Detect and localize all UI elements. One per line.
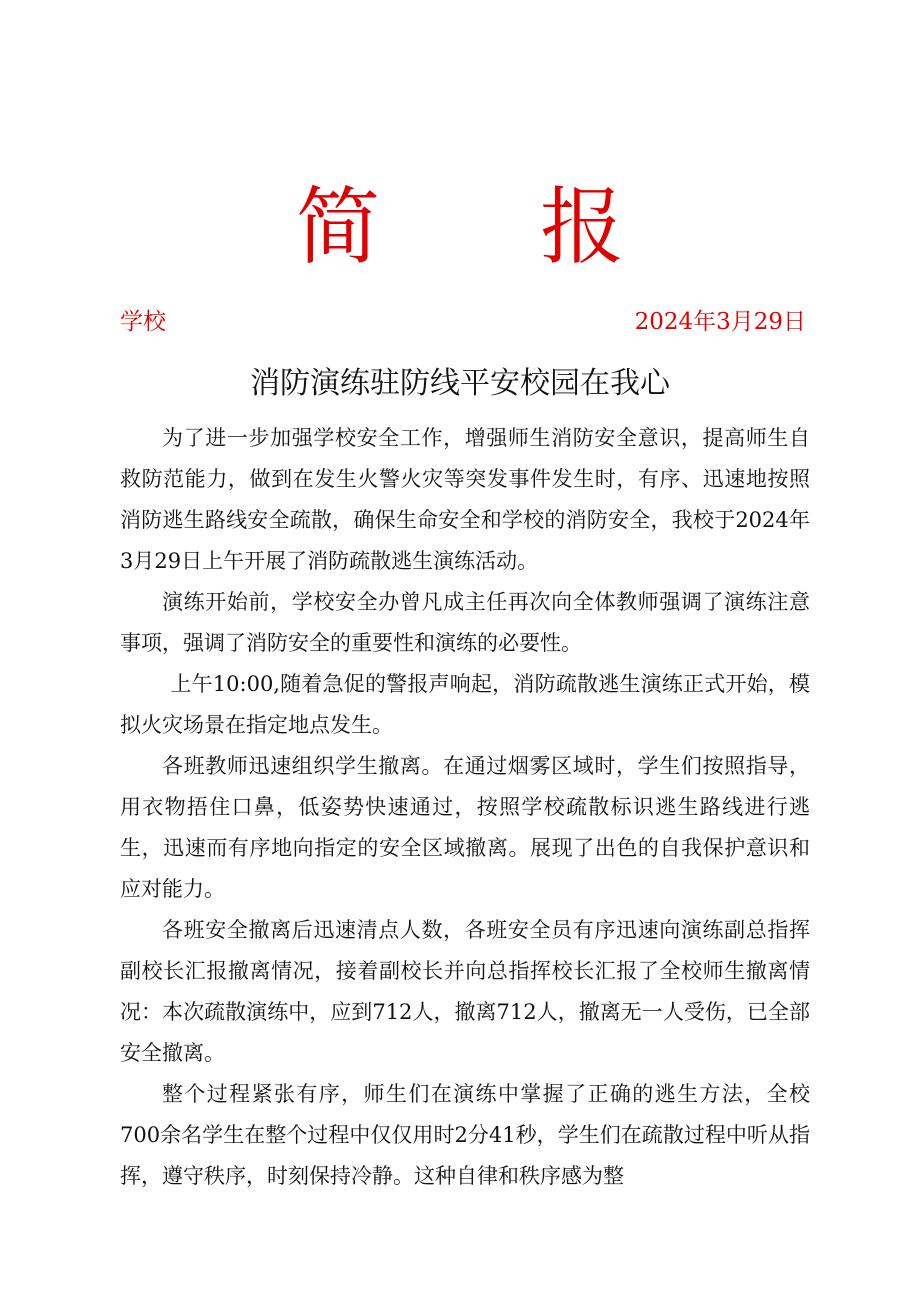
- issue-date: 2024年3月29日: [634, 309, 806, 335]
- masthead-title: [0, 172, 920, 282]
- paragraph: 各班教师迅速组织学生撤离。在通过烟雾区域时，学生们按照指导，用衣物捂住口鼻，低姿势快速通过，按照学校疏散标识逃生路线进行逃生，迅速而有序地向指定的安全区域撤离。展现了出色的自我保护意识和应对能力。: [120, 754, 810, 901]
- meta-row: [120, 304, 806, 340]
- masthead-char-jian: 简: [295, 178, 380, 276]
- paragraph: 整个过程紧张有序，师生们在演练中掌握了正确的逃生方法，全校700余名学生在整个过程中仅仅用时2分41秒，学生们在疏散过程中听从指挥，遵守秩序，时刻保持冷静。这种自律和秩序感为整: [120, 1082, 810, 1188]
- article-body: [120, 418, 810, 1197]
- paragraph: 各班安全撤离后迅速清点人数，各班安全员有序迅速向演练副总指挥副校长汇报撤离情况，接着副校长并向总指挥校长汇报了全校师生撤离情况：本次疏散演练中，应到712人，撤离712人，撤离无一人受伤，已全部安全撤离。: [120, 918, 810, 1065]
- paragraph: 上午10:00,随着急促的警报声响起，消防疏散逃生演练正式开始，模拟火灾场景在指定地点发生。: [120, 672, 810, 737]
- article-headline: 消防演练驻防线平安校园在我心: [250, 366, 670, 401]
- masthead-char-bao: 报: [540, 178, 625, 276]
- school-name: 学校: [120, 309, 166, 335]
- paragraph: 演练开始前，学校安全办曾凡成主任再次向全体教师强调了演练注意事项，强调了消防安全的重要性和演练的必要性。: [120, 590, 810, 655]
- paragraph: 为了进一步加强学校安全工作，增强师生消防安全意识，提高师生自救防范能力，做到在发生火警火灾等突发事件发生时，有序、迅速地按照消防逃生路线安全疏散，确保生命安全和学校的消防安全，我校于2024年3月29日上午开展了消防疏散逃生演练活动。: [120, 426, 810, 573]
